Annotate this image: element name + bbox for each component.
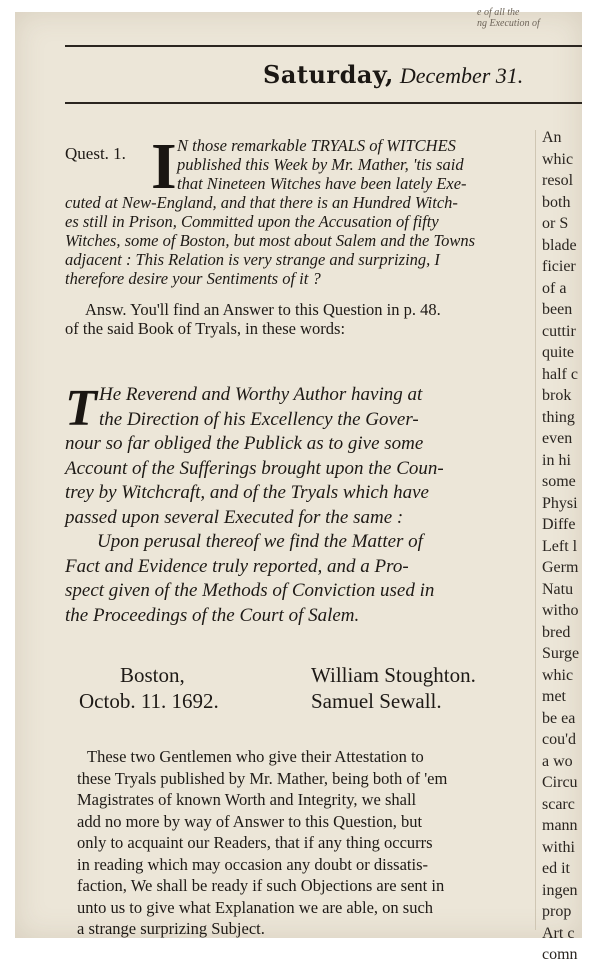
right-column-line: bred (542, 623, 571, 641)
closing-paragraph: These two Gentlemen who give their Attestation to these Tryals published by Mr. Mather, being both of 'em Magistrates of known Worth and Integrity, we shall add no more by way of Answer to this Question, but only to acquaint our Readers, that if any thing occurrs in reading which may occasion any doubt or dissatis- faction, We shall be ready if such Objections are sent in unto us to give what Explanation we are able, on such a strange surprizing Subject. (77, 747, 448, 938)
answer-text: Answ. You'll find an Answer to this Question in p. 48. of the said Book of Tryals, in these words: (65, 300, 441, 338)
signer-stoughton: William Stoughton. (311, 663, 476, 687)
right-column-line: whic (542, 150, 574, 168)
right-column-line: quite (542, 344, 574, 361)
signature-date: Octob. 11. 1692. (79, 689, 219, 713)
right-column-line: be ea (542, 709, 576, 727)
right-column-line: withi (542, 838, 575, 856)
masthead-rule (65, 102, 582, 104)
right-column-line: cou'd (542, 731, 576, 748)
right-column-line: Physi (542, 494, 578, 512)
top-fragment: e of all the ng Execution of (477, 7, 540, 29)
right-column-line: thing (542, 408, 575, 426)
right-column-line: An (542, 129, 562, 146)
right-column-line: Germ (542, 559, 579, 576)
right-column-line: brok (542, 387, 572, 404)
masthead (263, 60, 593, 89)
right-column-line: Art c (542, 924, 575, 942)
right-column-line: even (542, 430, 573, 447)
newspaper-page (15, 7, 582, 963)
right-column-line: blade (542, 236, 577, 254)
right-column-line: some (542, 473, 576, 490)
right-column-line: cuttir (542, 322, 576, 340)
top-rule (65, 45, 582, 47)
right-column-line: of a (542, 279, 567, 297)
right-column-line: a wo (542, 752, 573, 770)
right-column-line: ed it (542, 860, 570, 877)
right-column-line: in hi (542, 451, 571, 469)
right-column-line: both (542, 193, 571, 211)
right-column-line: ficier (542, 258, 576, 275)
signature-block (65, 658, 530, 718)
right-column-line: Natu (542, 580, 574, 598)
right-column-line: resol (542, 172, 574, 189)
quote-drop-cap: T (65, 380, 97, 437)
right-column-line: prop (542, 903, 572, 920)
question-label: Quest. 1. (65, 144, 126, 163)
right-column-line: witho (542, 602, 579, 619)
masthead-day: Saturday, (263, 60, 394, 89)
column-divider (535, 130, 536, 930)
signer-sewall: Samuel Sewall. (311, 689, 442, 713)
right-column-line: Circu (542, 774, 578, 791)
right-column-line: Surge (542, 645, 580, 662)
right-column-line: ingen (542, 881, 578, 899)
right-column-line: met (542, 688, 566, 705)
right-column-line: Left l (542, 537, 578, 555)
right-column-line: been (542, 301, 573, 318)
masthead-date: December 31. (399, 63, 524, 88)
right-column-line: half c (542, 365, 578, 383)
quoted-statement: T He Reverend and Worthy Author having at the Direction of his Excellency the Gover- nour so far obliged the Publick as to give some Account of the Sufferings brought upon the Coun- trey by Witchcraft, and of the Tryals which have passed upon several Executed for the same : Upon perusal thereof we find the Matter of Fact and Evidence truly reported, and a Pro- spect given of the Methods of Conviction used in the Proceedings of the Court of Salem. (65, 380, 444, 626)
signature-place: Boston, (120, 663, 185, 687)
right-column-line: or S (542, 215, 569, 232)
question-drop-cap: I (151, 130, 177, 203)
right-column-line: Diffe (542, 516, 576, 533)
right-column-line: whic (542, 666, 574, 684)
question-text: N those remarkable TRYALS of WITCHES published this Week by Mr. Mather, 'tis said that Nineteen Witches have been lately Exe- cuted at New-England, and that there is an Hundred Witch- es still in Prison, Committed upon the Accusation of fifty Witches, some of Boston, but most about Salem and the Towns adjacent : This Relation is very strange and surprizing, I therefore desire your Sentiments of it ? (65, 136, 476, 288)
adjacent-column-fragment (542, 127, 602, 966)
right-column-line: mann (542, 817, 578, 834)
right-column-line: comn (542, 946, 578, 963)
right-column-line: scarc (542, 795, 575, 813)
